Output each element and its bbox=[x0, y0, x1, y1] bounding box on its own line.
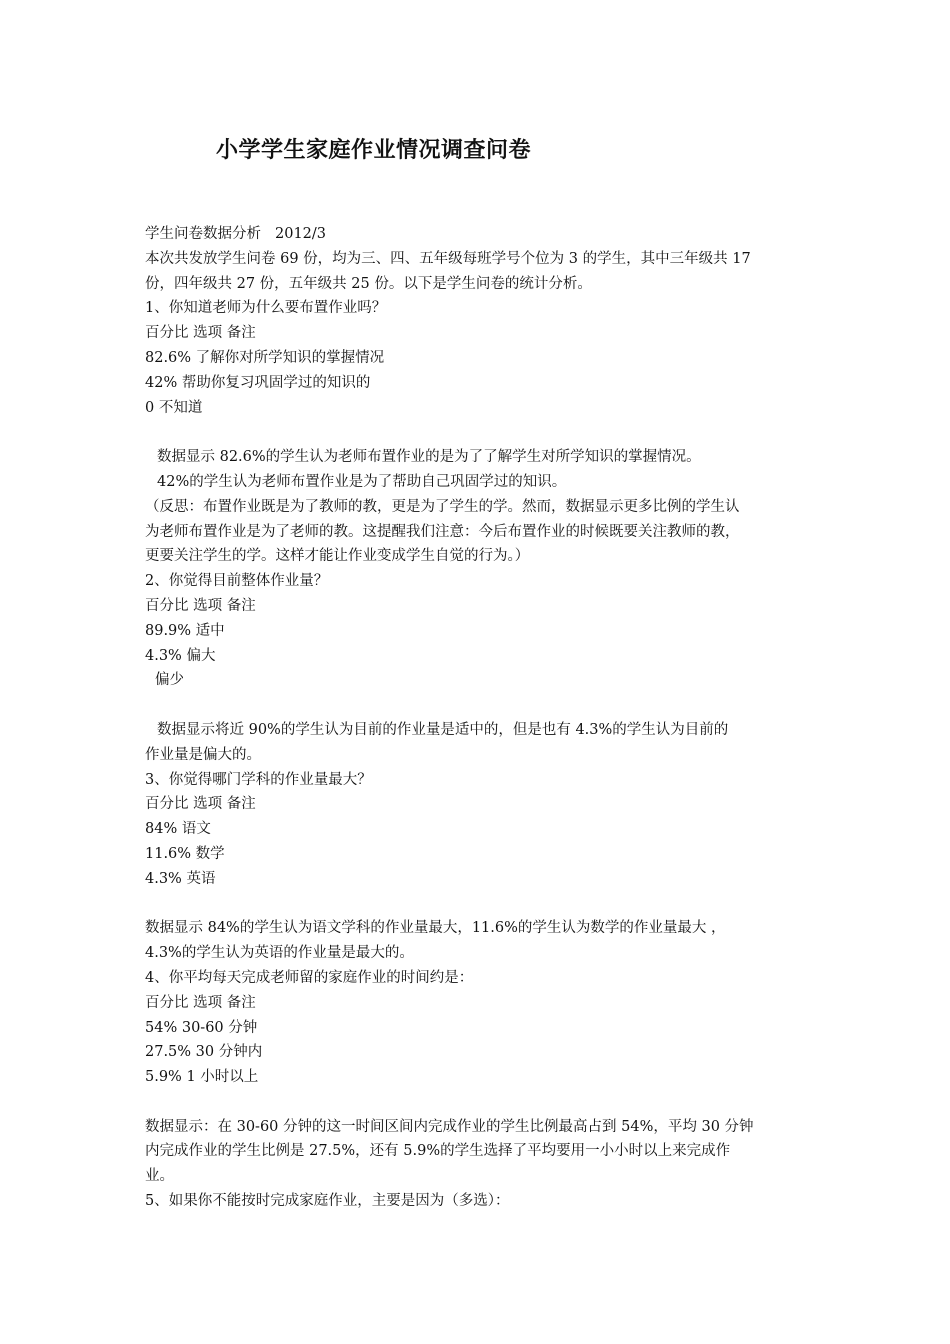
document-body bbox=[145, 222, 825, 1214]
answer-row: 89.9% 适中 bbox=[145, 622, 225, 639]
reflection-line: （反思：布置作业既是为了教师的教，更是为了学生的学。然而，数据显示更多比例的学生认 bbox=[145, 498, 740, 515]
question-3: 3、你觉得哪门学科的作业量最大？ bbox=[145, 771, 372, 788]
header-line bbox=[145, 222, 825, 247]
analysis-line: 作业量是偏大的。 bbox=[145, 746, 261, 763]
question-5: 5、如果你不能按时完成家庭作业，主要是因为（多选）： bbox=[145, 1193, 510, 1210]
answer-row: 0 不知道 bbox=[145, 399, 203, 416]
table-header: 百分比 选项 备注 bbox=[145, 994, 256, 1011]
analysis-line: 数据显示将近 90%的学生认为目前的作业量是适中的，但是也有 4.3%的学生认为目前的 bbox=[157, 721, 729, 738]
analysis-line: 42%的学生认为老师布置作业是为了帮助自己巩固学过的知识。 bbox=[157, 473, 567, 490]
table-header: 百分比 选项 备注 bbox=[145, 325, 256, 342]
spacer bbox=[145, 420, 825, 445]
answer-row: 偏少 bbox=[155, 672, 184, 689]
answer-row: 4.3% 偏大 bbox=[145, 647, 216, 664]
answer-row: 5.9% 1 小时以上 bbox=[145, 1069, 259, 1086]
answer-row: 11.6% 数学 bbox=[145, 845, 225, 862]
question-2: 2、你觉得目前整体作业量？ bbox=[145, 573, 329, 590]
reflection-line: 更要关注学生的学。这样才能让作业变成学生自觉的行为。） bbox=[145, 548, 530, 565]
page-title: 小学学生家庭作业情况调查问卷 bbox=[216, 138, 532, 163]
analysis-line: 内完成作业的学生比例是 27.5%，还有 5.9%的学生选择了平均要用一小小时以上来完成作 bbox=[145, 1143, 731, 1160]
question-4: 4、你平均每天完成老师留的家庭作业的时间约是： bbox=[145, 969, 474, 986]
spacer bbox=[145, 1090, 825, 1115]
spacer bbox=[145, 892, 825, 917]
analysis-line: 数据显示：在 30-60 分钟的这一时间区间内完成作业的学生比例最高占到 54%，平均 30 分钟 bbox=[145, 1118, 754, 1135]
header-date: 2012/3 bbox=[275, 226, 327, 242]
answer-row: 82.6% 了解你对所学知识的掌握情况 bbox=[145, 349, 385, 366]
header-label: 学生问卷数据分析 bbox=[145, 226, 261, 242]
table-header: 百分比 选项 备注 bbox=[145, 796, 256, 813]
analysis-line: 数据显示 84%的学生认为语文学科的作业量最大，11.6%的学生认为数学的作业量最大 ， bbox=[145, 920, 726, 937]
analysis-line: 业。 bbox=[145, 1168, 174, 1185]
answer-row: 84% 语文 bbox=[145, 821, 211, 838]
table-header: 百分比 选项 备注 bbox=[145, 597, 256, 614]
answer-row: 54% 30-60 分钟 bbox=[145, 1019, 258, 1036]
answer-row: 27.5% 30 分钟内 bbox=[145, 1044, 263, 1061]
intro-line: 本次共发放学生问卷 69 份，均为三、四、五年级每班学号个位为 3 的学生，其中三年级共 17 bbox=[145, 250, 751, 267]
reflection-line: 为老师布置作业是为了老师的教。这提醒我们注意：今后布置作业的时候既要关注教师的教， bbox=[145, 523, 740, 540]
answer-row: 42% 帮助你复习巩固学过的知识的 bbox=[145, 374, 371, 391]
analysis-line: 4.3%的学生认为英语的作业量是最大的。 bbox=[145, 945, 414, 962]
question-1: 1、你知道老师为什么要布置作业吗？ bbox=[145, 300, 387, 317]
intro-line: 份，四年级共 27 份，五年级共 25 份。以下是学生问卷的统计分析。 bbox=[145, 275, 592, 292]
spacer bbox=[145, 693, 825, 718]
answer-row: 4.3% 英语 bbox=[145, 870, 216, 887]
analysis-line: 数据显示 82.6%的学生认为老师布置作业的是为了了解学生对所学知识的掌握情况。 bbox=[157, 449, 701, 466]
